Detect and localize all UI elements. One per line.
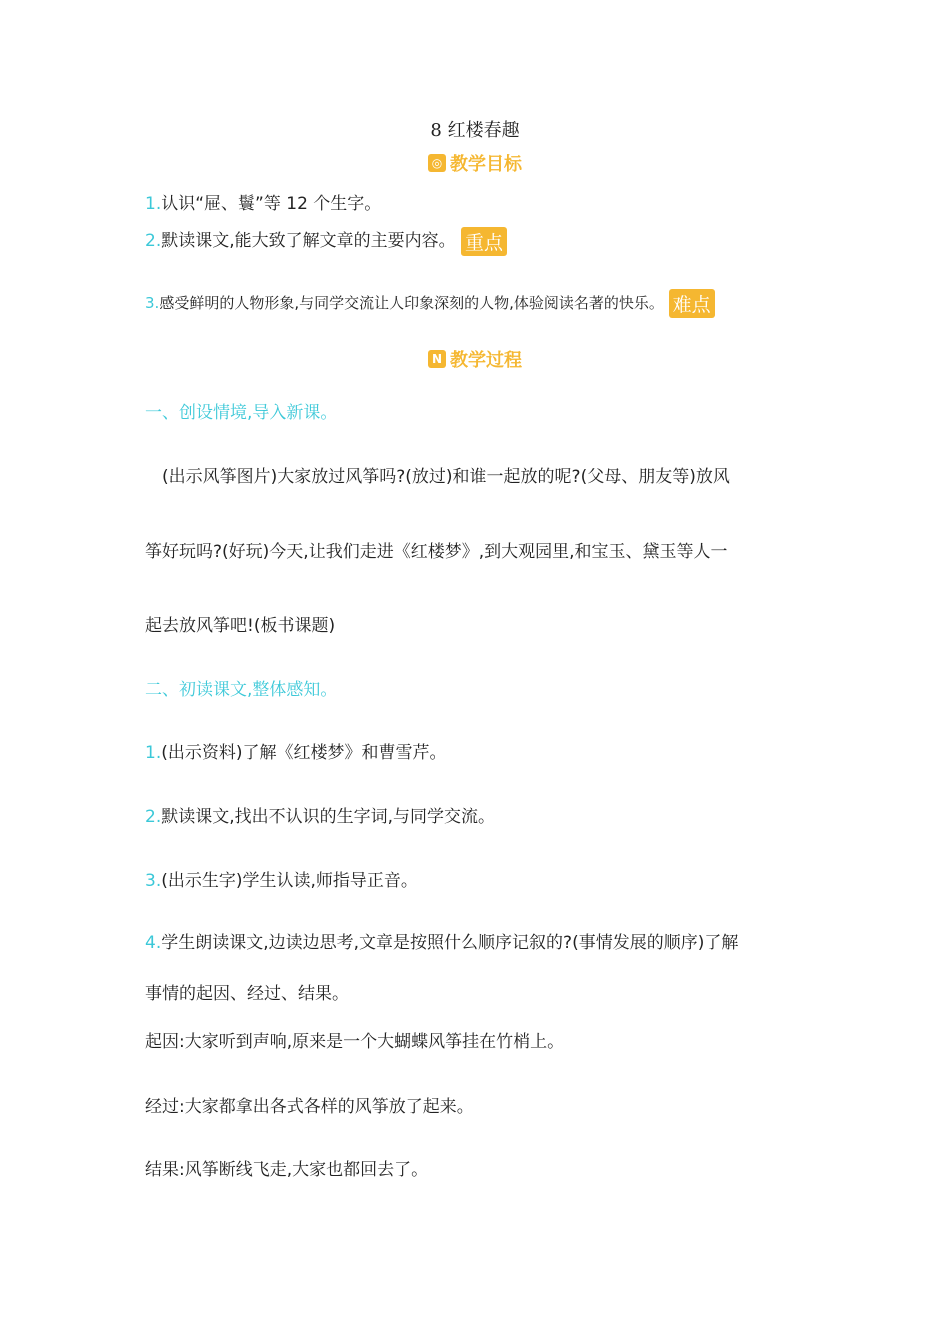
- list-item: 2.默读课文,找出不认识的生字词,与同学交流。: [145, 807, 496, 827]
- result-line: 结果:风筝断线飞走,大家也都回去了。: [145, 1160, 429, 1180]
- process-line: 经过:大家都拿出各式各样的风筝放了起来。: [145, 1097, 474, 1117]
- step2-heading: 二、初读课文,整体感知。: [145, 680, 338, 700]
- list-item: 4.学生朗读课文,边读边思考,文章是按照什么顺序记叙的?(事情发展的顺序)了解: [145, 933, 739, 953]
- paragraph-line: 筝好玩吗?(好玩)今天,让我们走进《红楼梦》,到大观园里,和宝玉、黛玉等人一: [145, 542, 728, 562]
- page-title: 8 红楼春趣: [430, 120, 520, 141]
- process-heading-text: 教学过程: [450, 350, 522, 371]
- paragraph-line: (出示风筝图片)大家放过风筝吗?(放过)和谁一起放的呢?(父母、朋友等)放风: [162, 467, 730, 487]
- step1-heading: 一、创设情境,导入新课。: [145, 403, 338, 423]
- list-item: 3.(出示生字)学生认读,师指导正音。: [145, 871, 418, 891]
- goal-item: 3.感受鲜明的人物形象,与同学交流让人印象深刻的人物,体验阅读名著的快乐。 难点: [145, 289, 715, 318]
- difficult-point-badge: 难点: [669, 289, 715, 318]
- goals-heading-text: 教学目标: [450, 154, 522, 175]
- goal-item: 1.认识“屉、鬟”等 12 个生字。: [145, 194, 382, 214]
- target-icon: ◎: [428, 154, 446, 172]
- list-item: 1.(出示资料)了解《红楼梦》和曹雪芹。: [145, 743, 447, 763]
- goal-item: 2.默读课文,能大致了解文章的主要内容。 重点: [145, 226, 507, 256]
- goals-heading: [0, 150, 950, 176]
- process-heading: [0, 346, 950, 372]
- key-point-badge: 重点: [461, 227, 507, 256]
- paragraph-line: 起去放风筝吧!(板书课题): [145, 616, 336, 636]
- cause-line: 起因:大家听到声响,原来是一个大蝴蝶风筝挂在竹梢上。: [145, 1032, 565, 1052]
- process-icon: N: [428, 350, 446, 368]
- paragraph-line: 事情的起因、经过、结果。: [145, 984, 349, 1004]
